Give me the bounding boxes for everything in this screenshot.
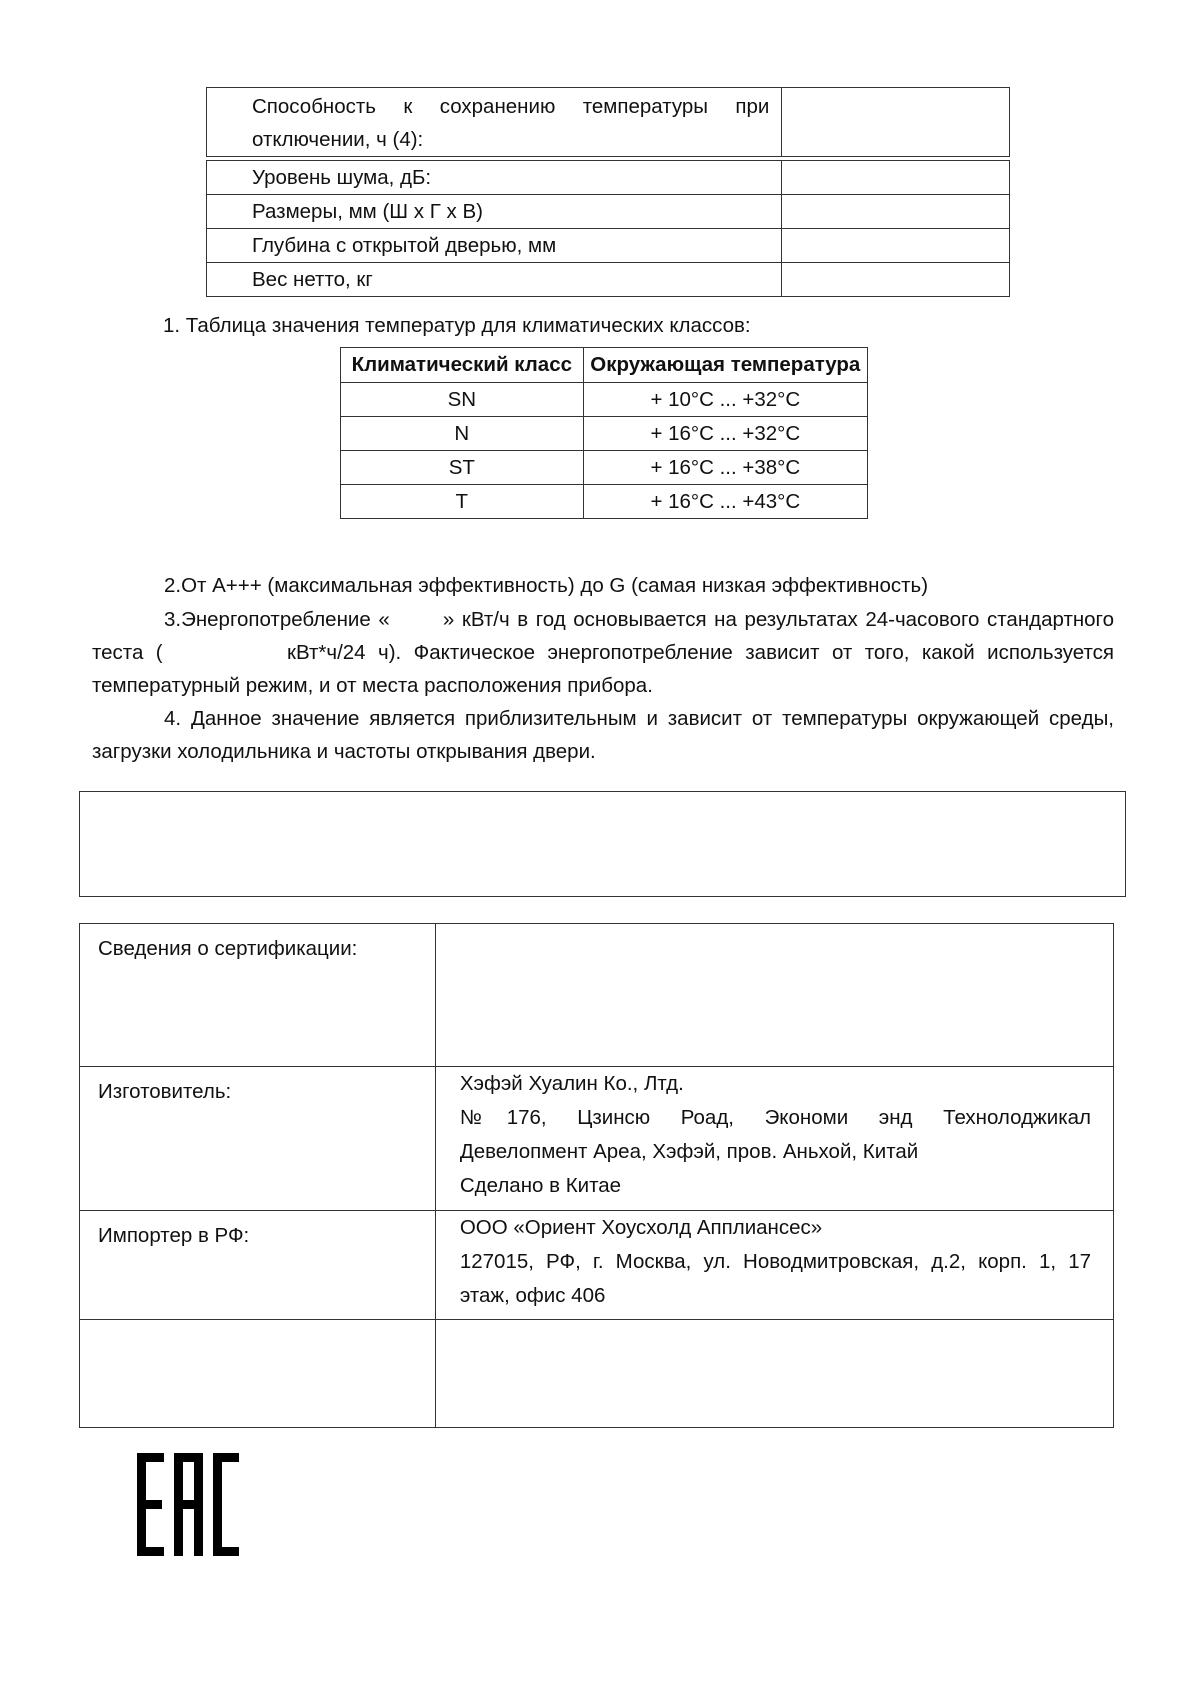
climate-header-temp: Окружающая температура — [583, 348, 867, 383]
empty-row — [80, 1320, 1114, 1428]
climate-class: N — [341, 417, 584, 451]
cert-row — [80, 924, 1114, 1067]
importer-address-line-2: этаж, офис 406 — [459, 1284, 606, 1307]
climate-row — [341, 451, 868, 485]
climate-row — [341, 485, 868, 519]
spec-label: Размеры, мм (Ш х Г х В) — [252, 200, 483, 223]
spec-row — [207, 195, 1010, 229]
climate-temp: + 16°C ... +32°C — [583, 417, 867, 451]
cert-value — [435, 924, 1113, 1067]
climate-temp: + 16°C ... +38°C — [583, 451, 867, 485]
spec-value — [782, 161, 1010, 195]
spec-label: Вес нетто, кг — [252, 268, 373, 291]
cert-label: Сведения о сертификации: — [80, 924, 436, 1067]
climate-row — [341, 383, 868, 417]
spec-value — [782, 229, 1010, 263]
note-4: 4. Данное значение является приблизительным и зависит от температуры окружающей среды, загрузки холодильника и частоты открывания двери. — [92, 707, 1114, 763]
spec-label: Способность к сохранению температуры при отключении, ч (4): — [252, 95, 770, 151]
spec-row — [207, 161, 1010, 195]
spec-value — [782, 88, 1010, 157]
maker-origin: Сделано в Китае — [459, 1174, 622, 1197]
spec-value — [782, 195, 1010, 229]
spec-label: Уровень шума, дБ: — [252, 166, 432, 189]
maker-address-line-2: Девелопмент Ареа, Хэфэй, пров. Аньхой, Китай — [459, 1140, 919, 1163]
spec-label: Глубина с открытой дверью, мм — [252, 234, 557, 257]
spec-value — [782, 263, 1010, 297]
spec-table — [206, 87, 1010, 297]
climate-caption: 1. Таблица значения температур для климатических классов: — [163, 314, 751, 337]
climate-class: ST — [341, 451, 584, 485]
importer-name: ООО «Ориент Хоусхолд Апплиансес» — [459, 1216, 823, 1239]
maker-address-line-1: №176, Цзинсю Роад, Экономи энд Технолоджикал — [459, 1106, 1091, 1129]
importer-row — [80, 1211, 1114, 1320]
climate-temp: + 10°C ... +32°C — [583, 383, 867, 417]
climate-table — [340, 347, 868, 519]
climate-header-row — [341, 348, 868, 383]
importer-address-line-1: 127015, РФ, г. Москва, ул. Новодмитровская, д.2, корп. 1, 17 — [459, 1250, 1091, 1273]
spec-row — [207, 229, 1010, 263]
climate-class: T — [341, 485, 584, 519]
spec-row — [207, 263, 1010, 297]
climate-class: SN — [341, 383, 584, 417]
spec-row — [207, 88, 1010, 157]
maker-name: Хэфэй Хуалин Ко., Лтд. — [459, 1072, 684, 1095]
certification-table — [79, 923, 1114, 1428]
note-3: 3.Энергопотребление « » кВт/ч в год основывается на результатах 24-часового стандартного теста ( кВт*ч/24 ч). Фактическое энергопотребление зависит от того, какой используется температурный режим, и от места расположения прибора. — [92, 608, 1120, 697]
empty-box — [79, 791, 1126, 897]
note-2: 2.От А+++ (максимальная эффективность) до G (самая низкая эффективность) — [164, 574, 929, 597]
climate-header-class: Климатический класс — [341, 348, 584, 383]
importer-label: Импортер в РФ: — [80, 1211, 436, 1320]
eac-logo-icon — [137, 1453, 239, 1556]
climate-row — [341, 417, 868, 451]
maker-label: Изготовитель: — [80, 1067, 436, 1211]
climate-temp: + 16°C ... +43°C — [583, 485, 867, 519]
maker-row — [80, 1067, 1114, 1211]
